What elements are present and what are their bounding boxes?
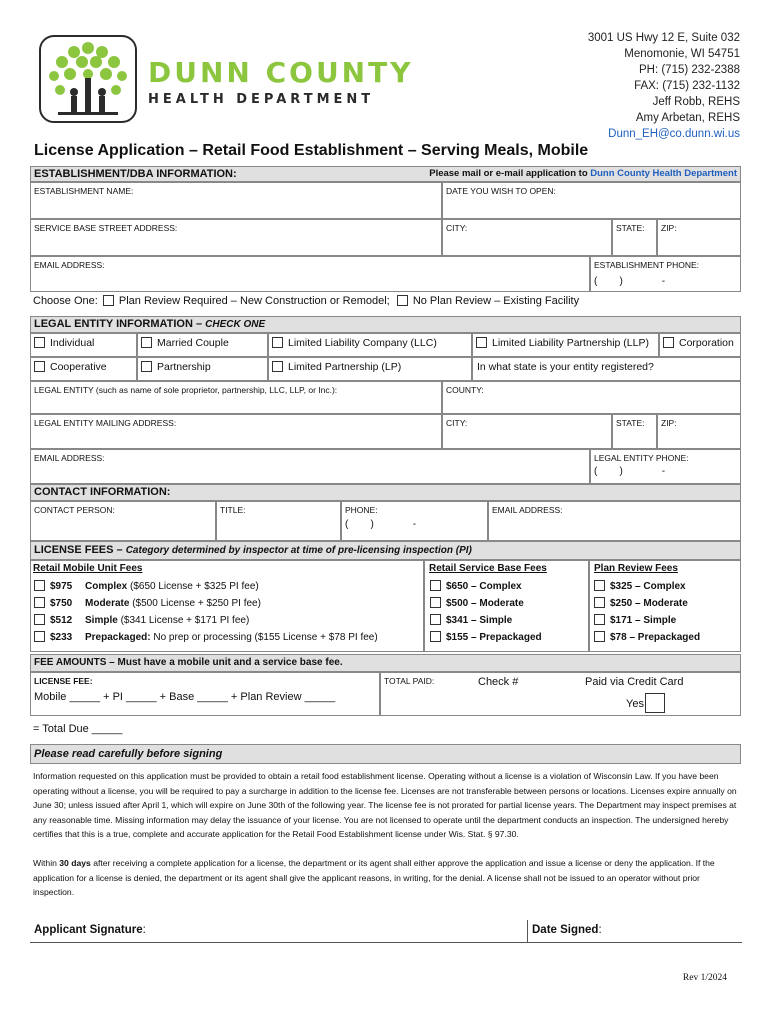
mobile-fee-moderate[interactable]: $750 Moderate ($500 License + $250 PI fee) <box>34 597 261 609</box>
base-fee-prepackaged[interactable]: $155 – Prepackaged <box>430 631 542 643</box>
section-legal-entity: LEGAL ENTITY INFORMATION – CHECK ONE <box>30 316 741 333</box>
base-fee-complex[interactable]: $650 – Complex <box>430 580 522 592</box>
logo-subtitle: HEALTH DEPARTMENT <box>148 92 375 107</box>
legal-zip-field[interactable]: ZIP: <box>657 414 741 449</box>
contact-person-field[interactable]: CONTACT PERSON: <box>30 501 216 541</box>
contact-email-field[interactable]: EMAIL ADDRESS: <box>488 501 741 541</box>
notice-paragraph-2: Within 30 days after receiving a complete application for a license, the department or its agent shall either approve the application and issue a license or deny the application. If the application for a license is denied, the department or its agent shall give the applicant reasons, in writing, for the denial. A license shall not be issued to an operator without prior inspection. <box>33 858 715 897</box>
fee-calculation: Mobile _____ + PI _____ + Base _____ + Plan Review _____ <box>34 691 336 703</box>
option-llp[interactable]: Limited Liability Partnership (LLP) <box>472 333 659 357</box>
total-due: = Total Due _____ <box>33 723 123 735</box>
revision-footer: Rev 1/2024 <box>682 973 727 983</box>
street-address-field[interactable]: SERVICE BASE STREET ADDRESS: <box>30 219 442 256</box>
logo <box>38 34 138 124</box>
legal-city-field[interactable]: CITY: <box>442 414 612 449</box>
option-married-couple[interactable]: Married Couple <box>137 333 268 357</box>
section-license-fees: LICENSE FEES – Category determined by inspector at time of pre-licensing inspection (PI) <box>30 541 741 560</box>
legal-state-field[interactable]: STATE: <box>612 414 657 449</box>
date-open-field[interactable]: DATE YOU WISH TO OPEN: <box>442 182 741 219</box>
option-individual[interactable]: Individual <box>30 333 137 357</box>
check-number-label: Check # <box>478 676 519 688</box>
health-dept-link[interactable]: Dunn County Health Department <box>590 168 737 179</box>
tree-people-icon <box>38 34 138 124</box>
plan-fee-moderate[interactable]: $250 – Moderate <box>594 597 688 609</box>
plan-review-required-checkbox[interactable] <box>103 295 114 306</box>
mobile-fee-complex[interactable]: $975 Complex ($650 License + $325 PI fee) <box>34 580 259 592</box>
page-title: License Application – Retail Food Establishment – Serving Meals, Mobile <box>34 142 589 159</box>
choose-one-row: Choose One: Plan Review Required – New Construction or Remodel; No Plan Review – Existing Facility <box>33 295 580 307</box>
plan-fee-complex[interactable]: $325 – Complex <box>594 580 686 592</box>
base-fee-moderate[interactable]: $500 – Moderate <box>430 597 524 609</box>
section-establishment <box>30 166 741 182</box>
establishment-phone-field[interactable]: ESTABLISHMENT PHONE: ( ) - <box>590 256 741 292</box>
legal-email-field[interactable]: EMAIL ADDRESS: <box>30 449 590 484</box>
option-corporation[interactable]: Corporation <box>659 333 741 357</box>
license-fee-field[interactable]: LICENSE FEE: Mobile _____ + PI _____ + Base _____ + Plan Review _____ <box>30 672 380 716</box>
phone-format: ( ) - <box>594 466 666 477</box>
date-signed-field[interactable]: Date Signed: <box>527 920 742 943</box>
email-field[interactable]: EMAIL ADDRESS: <box>30 256 590 292</box>
section-contact: CONTACT INFORMATION: <box>30 484 741 501</box>
option-partnership[interactable]: Partnership <box>137 357 268 381</box>
plan-fee-prepackaged[interactable]: $78 – Prepackaged <box>594 631 700 643</box>
section-title: ESTABLISHMENT/DBA INFORMATION: <box>34 168 237 180</box>
state-field[interactable]: STATE: <box>612 219 657 256</box>
establishment-name-field[interactable]: ESTABLISHMENT NAME: <box>30 182 442 219</box>
contact-title-field[interactable]: TITLE: <box>216 501 341 541</box>
logo-title: DUNN COUNTY <box>148 56 414 89</box>
credit-card-label: Paid via Credit Card <box>585 676 684 688</box>
option-lp[interactable]: Limited Partnership (LP) <box>268 357 472 381</box>
contact-phone-field[interactable]: PHONE: ( ) - <box>341 501 488 541</box>
legal-phone-field[interactable]: LEGAL ENTITY PHONE: ( ) - <box>590 449 741 484</box>
section-notice: Please read carefully before signing <box>30 744 741 764</box>
notice-paragraph-1: Information requested on this application must be provided to obtain a retail food establishment license. Operating without a license is a violation of Wisconsin Law. If you have been operating without a license, you will be required to pay a surcharge in addition to the license fee. Licenses are not transferable between persons or locations. Licenses expire annually on June 30; unless issued after April 1, which will expire on June 30th of the following year. The license fee is not prorated for partial license years. The Department may inspect premises at any reasonable time. Missing information may delay the issuance of your license. You are not licensed to operate until the department conducts an inspection. The undersigned hereby certifies that this is a true, complete and accurate application for the Retail Food Establishment license under Wis. Stat. § 97.30. <box>33 771 737 839</box>
no-plan-review-checkbox[interactable] <box>397 295 408 306</box>
contact-name: Amy Arbetan, REHS <box>635 112 740 124</box>
phone-format: ( ) - <box>594 276 666 287</box>
mobile-fee-prepackaged[interactable]: $233 Prepackaged: No prep or processing ($155 License + $78 PI fee) <box>34 631 378 643</box>
address-block <box>588 30 740 142</box>
phone-format: ( ) - <box>345 519 417 530</box>
plan-fees-heading: Plan Review Fees <box>594 563 678 574</box>
city-field[interactable]: CITY: <box>442 219 612 256</box>
email-link[interactable]: Dunn_EH@co.dunn.wi.us <box>608 128 740 140</box>
applicant-signature-field[interactable]: Applicant Signature: <box>30 920 527 943</box>
fax-line: FAX: (715) 232-1132 <box>634 80 740 92</box>
address-line: Menomonie, WI 54751 <box>624 48 740 60</box>
mobile-fees-heading: Retail Mobile Unit Fees <box>33 563 143 574</box>
base-fee-simple[interactable]: $341 – Simple <box>430 614 512 626</box>
section-fee-amounts: FEE AMOUNTS – Must have a mobile unit and a service base fee. <box>30 654 741 672</box>
address-line: 3001 US Hwy 12 E, Suite 032 <box>587 32 740 44</box>
plan-fee-simple[interactable]: $171 – Simple <box>594 614 676 626</box>
total-paid-field[interactable]: TOTAL PAID: Check # Paid via Credit Card Yes <box>380 672 741 716</box>
phone-line: PH: (715) 232-2388 <box>638 64 740 76</box>
credit-card-checkbox[interactable] <box>645 693 665 713</box>
application-form <box>30 166 741 956</box>
option-llc[interactable]: Limited Liability Company (LLC) <box>268 333 472 357</box>
county-field[interactable]: COUNTY: <box>442 381 741 414</box>
option-cooperative[interactable]: Cooperative <box>30 357 137 381</box>
credit-card-yes[interactable]: Yes <box>626 693 665 713</box>
mobile-fee-simple[interactable]: $512 Simple ($341 License + $171 PI fee) <box>34 614 249 626</box>
entity-state-field[interactable]: In what state is your entity registered? <box>472 357 741 381</box>
zip-field[interactable]: ZIP: <box>657 219 741 256</box>
mail-note: Please mail or e-mail application to Dunn County Health Department <box>429 168 737 179</box>
legal-entity-name-field[interactable]: LEGAL ENTITY (such as name of sole proprietor, partnership, LLC, LLP, or Inc.): <box>30 381 442 414</box>
base-fees-heading: Retail Service Base Fees <box>429 563 547 574</box>
contact-name: Jeff Robb, REHS <box>652 96 740 108</box>
legal-mailing-address-field[interactable]: LEGAL ENTITY MAILING ADDRESS: <box>30 414 442 449</box>
